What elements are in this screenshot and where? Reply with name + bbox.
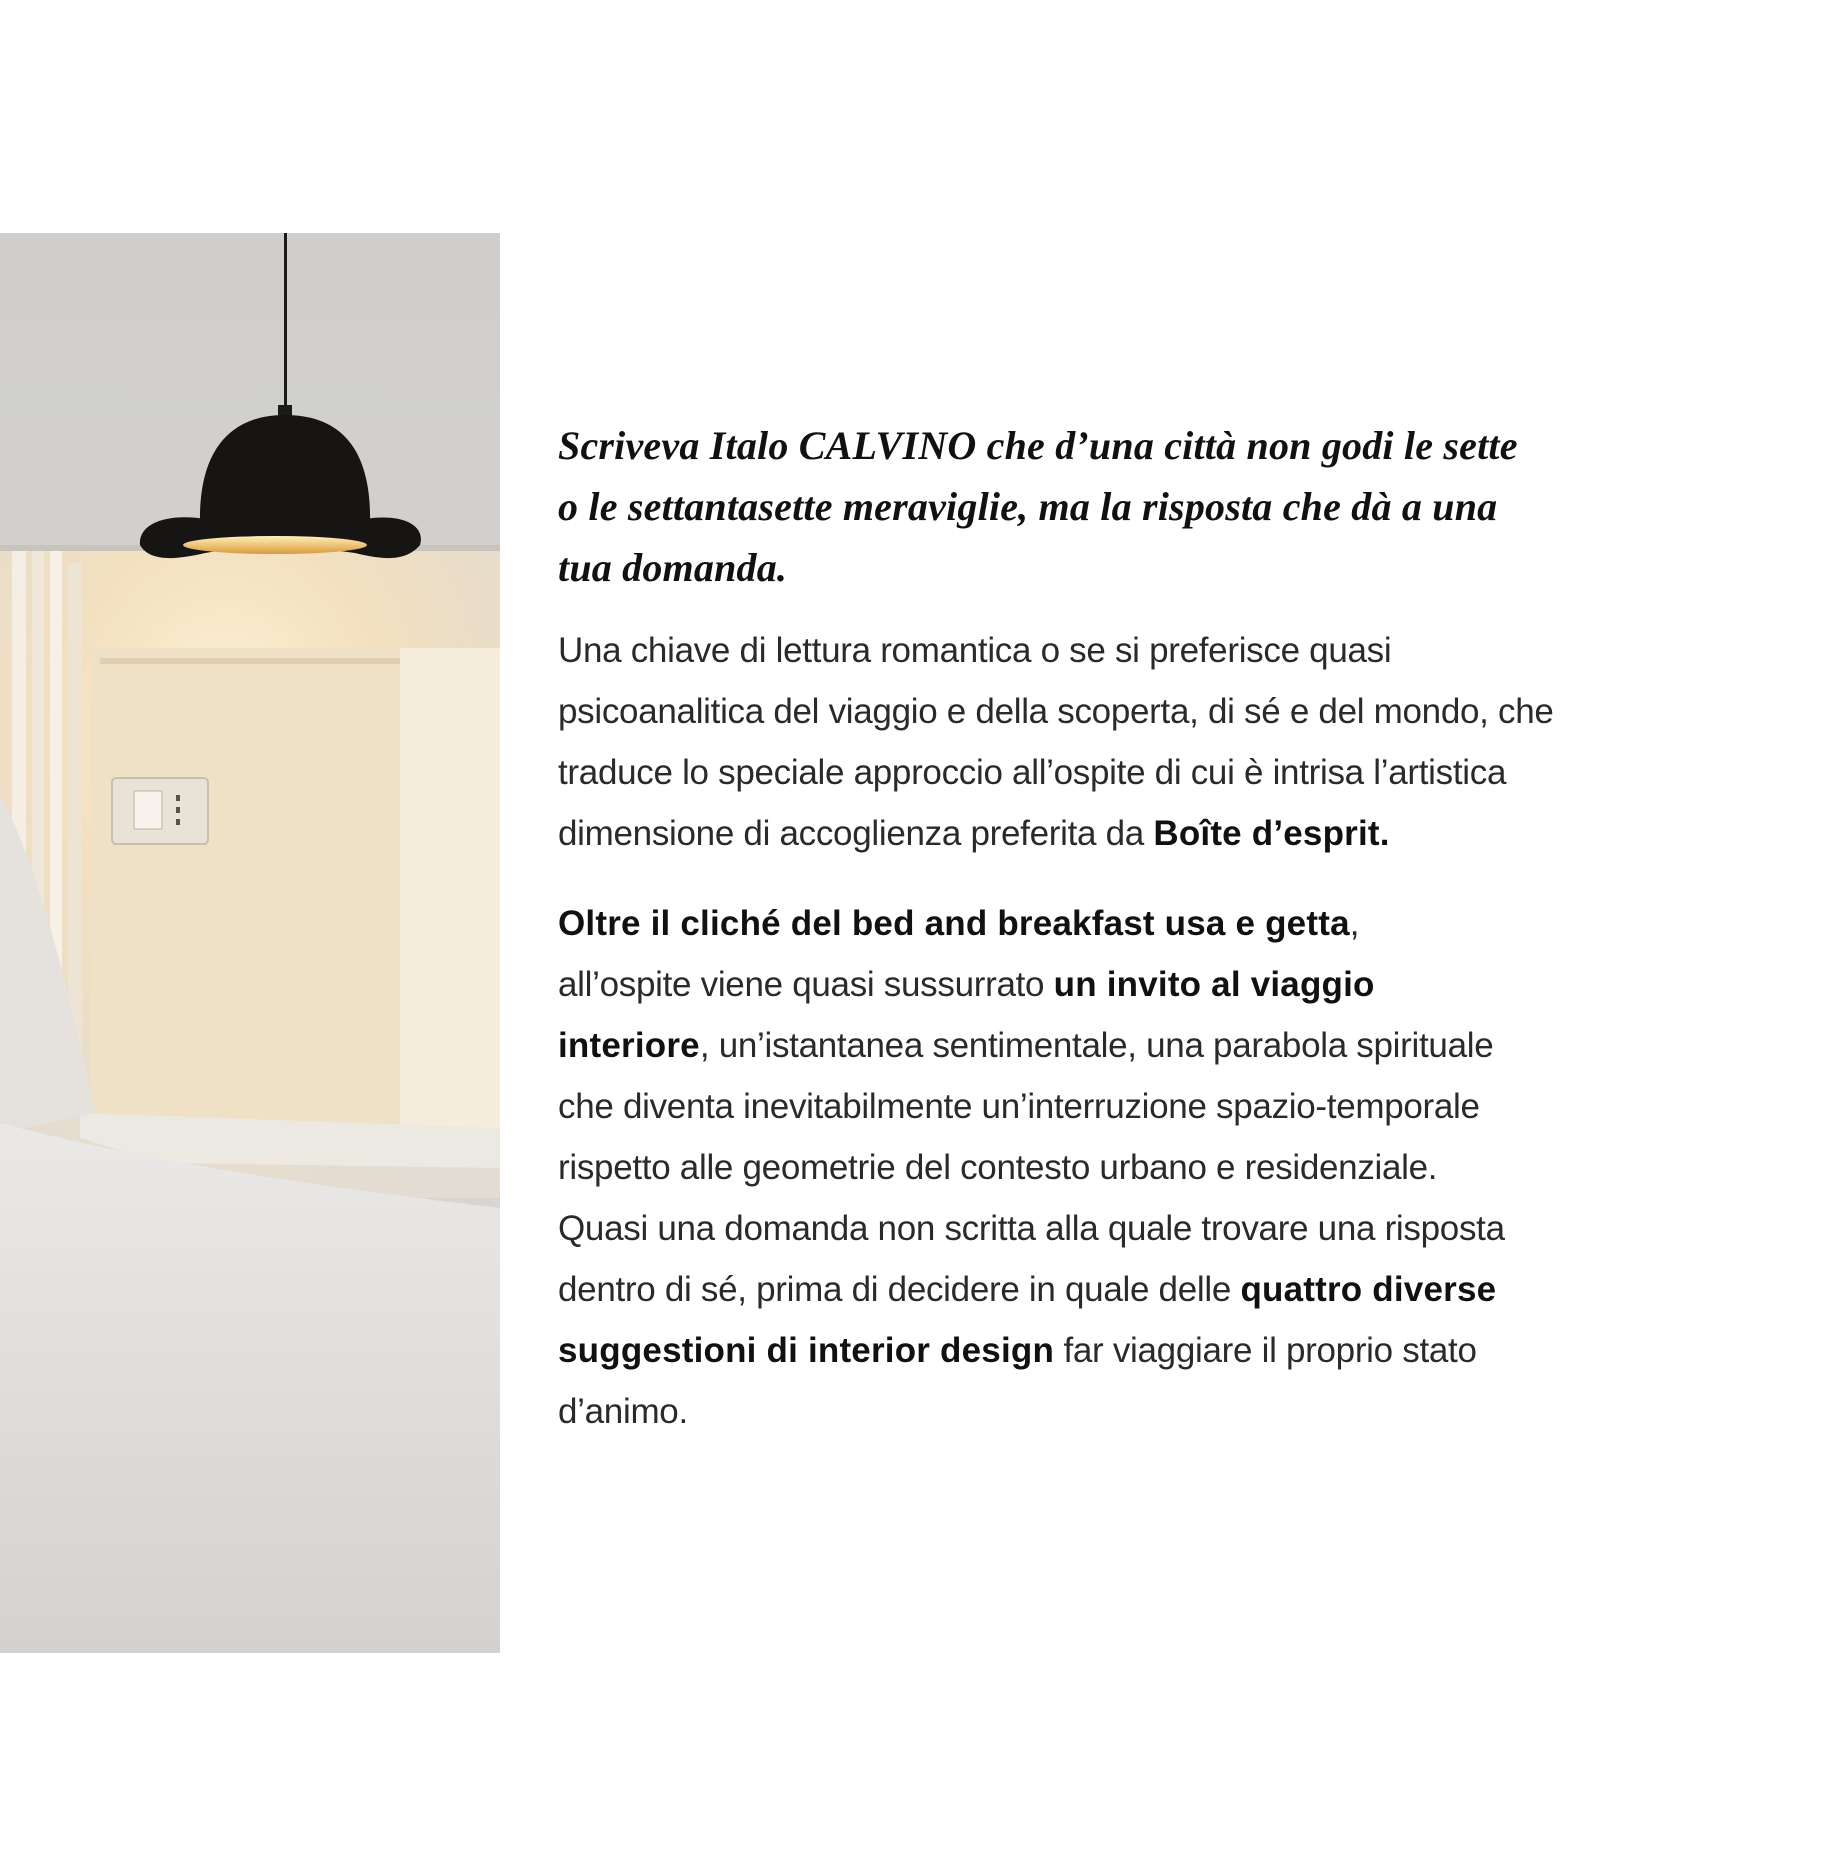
paragraph-text: , un’istantanea sentimentale, una parabola spirituale (699, 1026, 1494, 1065)
bold-phrase: Oltre il cliché del bed and breakfast usa e getta (558, 904, 1350, 943)
quote-line: tua domanda. (558, 545, 788, 590)
bold-phrase: quattro diverse (1240, 1270, 1497, 1309)
text-column (558, 415, 1618, 1442)
paragraph-invitation (558, 893, 1618, 1442)
paragraph-line: Quasi una domanda non scritta alla quale trovare una risposta (558, 1209, 1505, 1248)
paragraph-line: che diventa inevitabilmente un’interruzione spazio-temporale (558, 1087, 1480, 1126)
paragraph-line: psicoanalitica del viaggio e della scoperta, di sé e del mondo, che (558, 692, 1554, 731)
paragraph-line (558, 803, 1618, 864)
quote-line: Scriveva Italo CALVINO che d’una città non godi le sette (558, 423, 1518, 468)
paragraph-line: traduce lo speciale approccio all’ospite di cui è intrisa l’artistica (558, 753, 1507, 792)
paragraph-text: , (1349, 904, 1360, 943)
paragraph-line (558, 1259, 1618, 1320)
bedroom-lamp-illustration (0, 233, 500, 1653)
paragraph-line (558, 954, 1618, 1015)
calvino-quote (558, 415, 1618, 598)
paragraph-text: far viaggiare il proprio stato (1054, 1331, 1477, 1370)
bold-phrase: suggestioni di interior design (558, 1331, 1055, 1370)
bold-phrase: un invito al viaggio (1053, 965, 1375, 1004)
bold-phrase: interiore (558, 1026, 700, 1065)
paragraph-line (558, 1015, 1618, 1076)
paragraph-line: Una chiave di lettura romantica o se si preferisce quasi (558, 631, 1392, 670)
paragraph-text: dentro di sé, prima di decidere in quale delle (558, 1270, 1241, 1309)
paragraph-line (558, 1320, 1618, 1381)
paragraph-line (558, 893, 1618, 954)
bedroom-lamp-photo (0, 233, 500, 1653)
paragraph-intro (558, 620, 1618, 864)
paragraph-text: dimensione di accoglienza preferita da (558, 814, 1154, 853)
quote-line: o le settantasette meraviglie, ma la risposta che dà a una (558, 484, 1498, 529)
paragraph-line: rispetto alle geometrie del contesto urbano e residenziale. (558, 1148, 1438, 1187)
paragraph-line: d’animo. (558, 1392, 688, 1431)
paragraph-text: all’ospite viene quasi sussurrato (558, 965, 1054, 1004)
brand-name: Boîte d’esprit. (1153, 814, 1390, 853)
